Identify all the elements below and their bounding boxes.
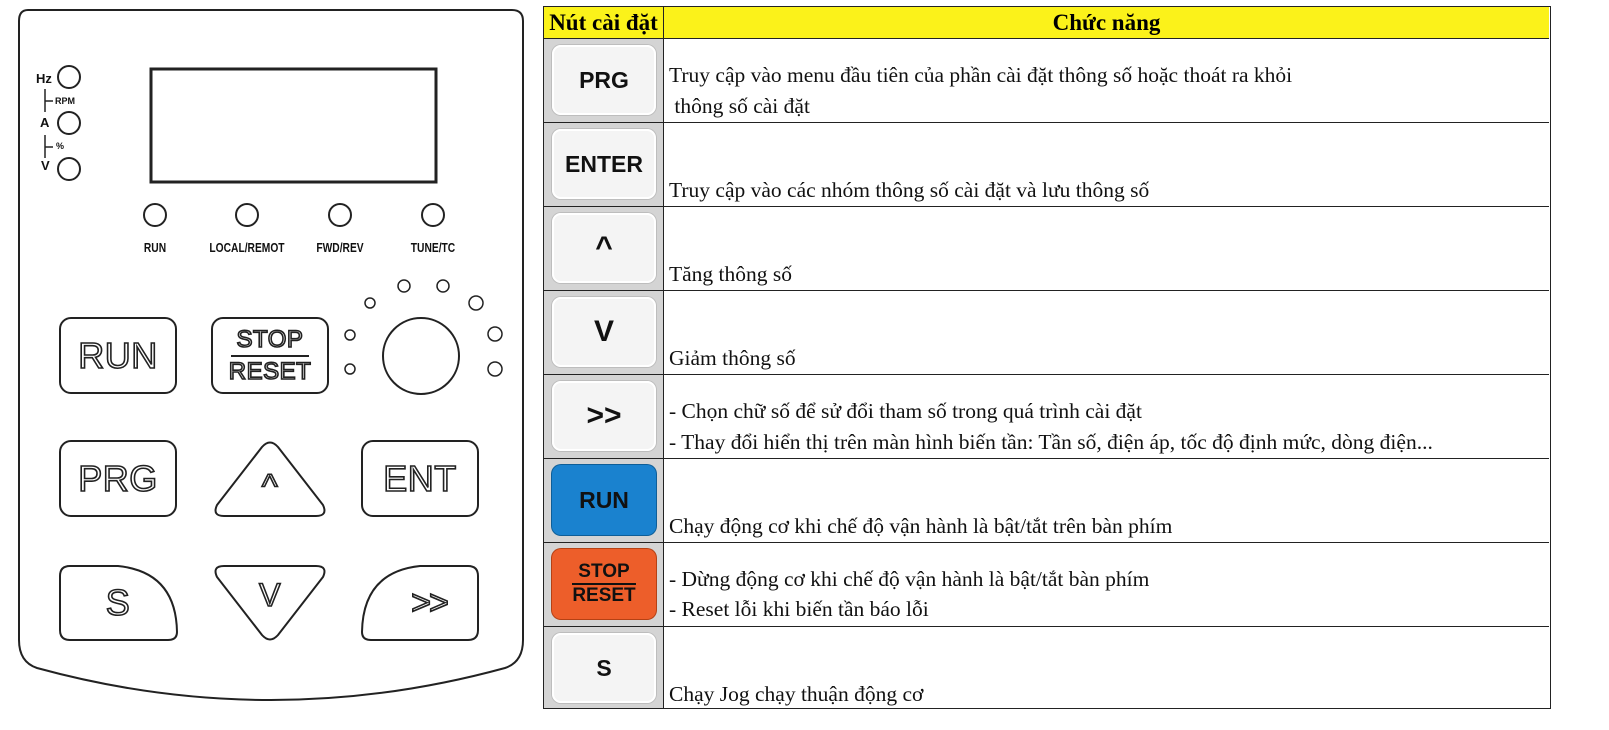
- button-cell: [544, 375, 664, 458]
- keypad-panel: [0, 0, 545, 730]
- function-text: Tăng thông số: [669, 262, 793, 286]
- unit-label-v: V: [41, 158, 50, 173]
- table-row: [544, 459, 1549, 543]
- led-local-remot: [236, 204, 258, 226]
- run-key[interactable]: [60, 318, 176, 393]
- s-button[interactable]: S: [552, 633, 656, 703]
- function-cell: [664, 39, 1549, 122]
- stop-label: STOP: [578, 561, 630, 583]
- indicator-label-fwd-rev: FWD/REV: [316, 241, 364, 255]
- up-arrow-icon: ^: [261, 467, 279, 506]
- header-button-column: Nút cài đặt: [544, 7, 664, 39]
- reset-label: RESET: [572, 585, 636, 606]
- table-row: [544, 291, 1549, 375]
- led-tune-tc: [422, 204, 444, 226]
- ent-key-label: ENT: [383, 457, 457, 499]
- table-row: [544, 207, 1549, 291]
- button-cell: [544, 627, 664, 708]
- up-key[interactable]: [230, 462, 310, 512]
- shift-arrows-icon: >>: [586, 399, 622, 432]
- prg-button[interactable]: PRG: [552, 45, 656, 115]
- s-key[interactable]: [72, 566, 164, 640]
- table-row: [544, 627, 1549, 708]
- shift-key[interactable]: [385, 566, 473, 640]
- unit-label-percent: %: [56, 141, 65, 151]
- function-text: Chạy động cơ khi chế độ vận hành là bật/tắt trên bàn phím: [669, 514, 1173, 538]
- header-function-column: Chức năng: [664, 7, 1549, 39]
- enter-button[interactable]: ENTER: [552, 129, 656, 199]
- down-key[interactable]: [230, 570, 310, 620]
- function-text: Giảm thông số: [669, 346, 796, 370]
- button-cell: [544, 291, 664, 374]
- prg-key-label: PRG: [78, 457, 158, 499]
- s-key-label: S: [105, 582, 131, 623]
- button-cell: [544, 123, 664, 206]
- stop-reset-button[interactable]: [552, 549, 656, 619]
- potentiometer-knob: [383, 318, 459, 394]
- function-cell: [664, 207, 1549, 290]
- stop-reset-divider: [231, 355, 309, 357]
- function-text: thông số cài đặt: [669, 94, 810, 118]
- function-text: Chạy Jog chạy thuận động cơ: [669, 682, 924, 706]
- function-cell: [664, 375, 1549, 458]
- indicator-label-tune-tc: TUNE/TC: [410, 241, 456, 255]
- lcd-display: [151, 69, 436, 182]
- button-cell: [544, 459, 664, 542]
- function-cell: [664, 459, 1549, 542]
- led-v: [58, 158, 80, 180]
- function-text: Truy cập vào menu đầu tiên của phần cài đặt thông số hoặc thoát ra khỏi: [669, 63, 1293, 87]
- down-arrow-icon: V: [259, 576, 281, 613]
- button-cell: [544, 39, 664, 122]
- function-text: - Dừng động cơ khi chế độ vận hành là bật/tắt bàn phím: [669, 567, 1150, 591]
- stop-key-label: STOP: [236, 326, 304, 354]
- up-arrow-icon: ^: [595, 231, 613, 264]
- function-cell: [664, 543, 1549, 626]
- table-row: [544, 123, 1549, 207]
- button-function-table: [543, 6, 1551, 709]
- shift-arrows-icon: >>: [411, 583, 447, 622]
- up-button[interactable]: [552, 213, 656, 283]
- led-hz: [58, 66, 80, 88]
- table-row: [544, 39, 1549, 123]
- run-button[interactable]: RUN: [552, 465, 656, 535]
- unit-label-hz: Hz: [36, 71, 52, 86]
- down-button[interactable]: [552, 297, 656, 367]
- down-arrow-icon: V: [593, 315, 614, 348]
- led-a: [58, 112, 80, 134]
- prg-key[interactable]: [60, 441, 176, 516]
- led-fwd-rev: [329, 204, 351, 226]
- shift-button[interactable]: [552, 381, 656, 451]
- led-run: [144, 204, 166, 226]
- run-key-label: RUN: [78, 334, 158, 376]
- ent-key[interactable]: [362, 441, 478, 516]
- function-text: Truy cập vào các nhóm thông số cài đặt và lưu thông số: [669, 178, 1150, 202]
- indicator-label-run: RUN: [143, 241, 167, 255]
- button-cell: [544, 207, 664, 290]
- unit-label-rpm: RPM: [55, 96, 75, 106]
- function-cell: [664, 291, 1549, 374]
- function-text: - Thay đổi hiển thị trên màn hình biến tần: Tần số, điện áp, tốc độ định mức, dòng điện...: [669, 430, 1433, 454]
- function-text: - Chọn chữ số để sử đổi tham số trong quá trình cài đặt: [669, 399, 1142, 423]
- button-cell: [544, 543, 664, 626]
- table-row: [544, 375, 1549, 459]
- reset-key-label: RESET: [228, 357, 312, 385]
- function-text: - Reset lỗi khi biến tần báo lỗi: [669, 597, 929, 621]
- indicator-label-local-remot: LOCAL/REMOT: [209, 241, 285, 255]
- function-cell: [664, 123, 1549, 206]
- table-row: [544, 543, 1549, 627]
- function-cell: [664, 627, 1549, 708]
- unit-label-a: A: [40, 115, 50, 130]
- stop-reset-key[interactable]: [212, 318, 328, 393]
